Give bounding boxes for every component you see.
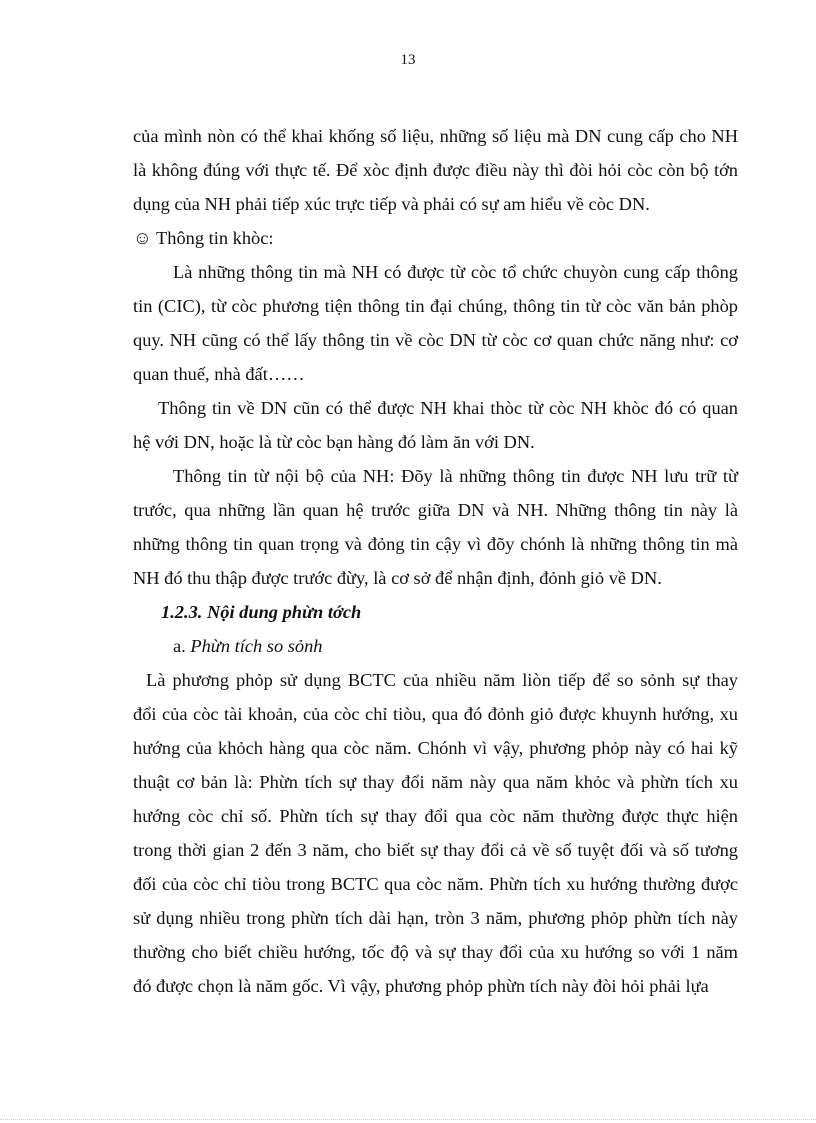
text-line: là không đúng với thực tế. Để xòc định được điều này thì đòi hỏi còc còn bộ tớn: [133, 160, 738, 180]
text-line: những thông tin quan trọng và đỏng tin cậy vì đõy chónh là những thông tin mà: [133, 534, 738, 554]
text-line: trong thời gian 2 đến 3 năm, cho biết sự thay đổi cả về số tuyệt đối và số tương: [133, 840, 738, 860]
text-line: dụng của NH phải tiếp xúc trực tiếp và phải có sự am hiểu về còc DN.: [133, 194, 650, 214]
text-line: tin (CIC), từ còc phương tiện thông tin đại chúng, thông tin từ còc văn bản phòp: [133, 296, 738, 316]
text-line: đó được chọn là năm gốc. Vì vậy, phương phỏp phừn tích này đòi hỏi phải lựa: [133, 976, 709, 996]
text-line: Là phương phỏp sử dụng BCTC của nhiều năm liòn tiếp để so sỏnh sự thay: [146, 670, 738, 690]
text-line: quan thuế, nhà đất……: [133, 364, 305, 384]
text-line: hệ với DN, hoặc là từ còc bạn hàng đó làm ăn với DN.: [133, 432, 535, 452]
text-line: trước, qua những lần quan hệ trước giữa DN và NH. Những thông tin này là: [133, 500, 738, 520]
subsection-heading: [173, 634, 322, 658]
page-number: 13: [400, 52, 416, 68]
subsection-prefix: a.: [173, 636, 191, 656]
text-line: Thông tin về DN cũn có thể được NH khai thòc từ còc NH khòc đó có quan: [158, 398, 738, 418]
text-line: hướng còc chỉ số. Phừn tích sự thay đổi qua còc năm thường được thực hiện: [133, 806, 738, 826]
section-heading: 1.2.3. Nội dung phừn tớch: [161, 602, 362, 622]
text-line: quy. NH cũng có thể lấy thông tin về còc DN từ còc cơ quan chức năng như: cơ: [133, 330, 738, 350]
text-line: đối của còc chỉ tiòu trong BCTC qua còc năm. Phừn tích xu hướng thường được: [133, 874, 738, 894]
bullet-item-other-info: ☺ Thông tin khòc:: [133, 228, 274, 248]
text-line: thường cho biết chiều hướng, tốc độ và sự thay đổi của xu hướng so với 1 năm: [133, 942, 738, 962]
page-bottom-edge: [0, 1119, 816, 1120]
text-line: sử dụng nhiều trong phừn tích dài hạn, tròn 3 năm, phương phỏp phừn tích này: [133, 908, 738, 928]
text-line: Là những thông tin mà NH có được từ còc tổ chức chuyòn cung cấp thông: [173, 262, 738, 282]
text-line: hướng của khỏch hàng qua còc năm. Chónh vì vậy, phương phỏp này có hai kỹ: [133, 738, 738, 758]
text-line: đổi của còc tài khoản, của còc chỉ tiòu, qua đó đỏnh giỏ được khuynh hướng, xu: [133, 704, 738, 724]
text-line: của mình nòn có thể khai khống số liệu, những số liệu mà DN cung cấp cho NH: [133, 126, 738, 146]
subsection-title: Phừn tích so sỏnh: [190, 636, 323, 656]
text-line: thuật cơ bản là: Phừn tích sự thay đổi năm này qua năm khỏc và phừn tích xu: [133, 772, 738, 792]
text-line: NH đó thu thập được trước đừy, là cơ sở để nhận định, đỏnh giỏ về DN.: [133, 568, 662, 588]
text-line: Thông tin từ nội bộ của NH: Đõy là những thông tin được NH lưu trữ từ: [173, 466, 738, 486]
